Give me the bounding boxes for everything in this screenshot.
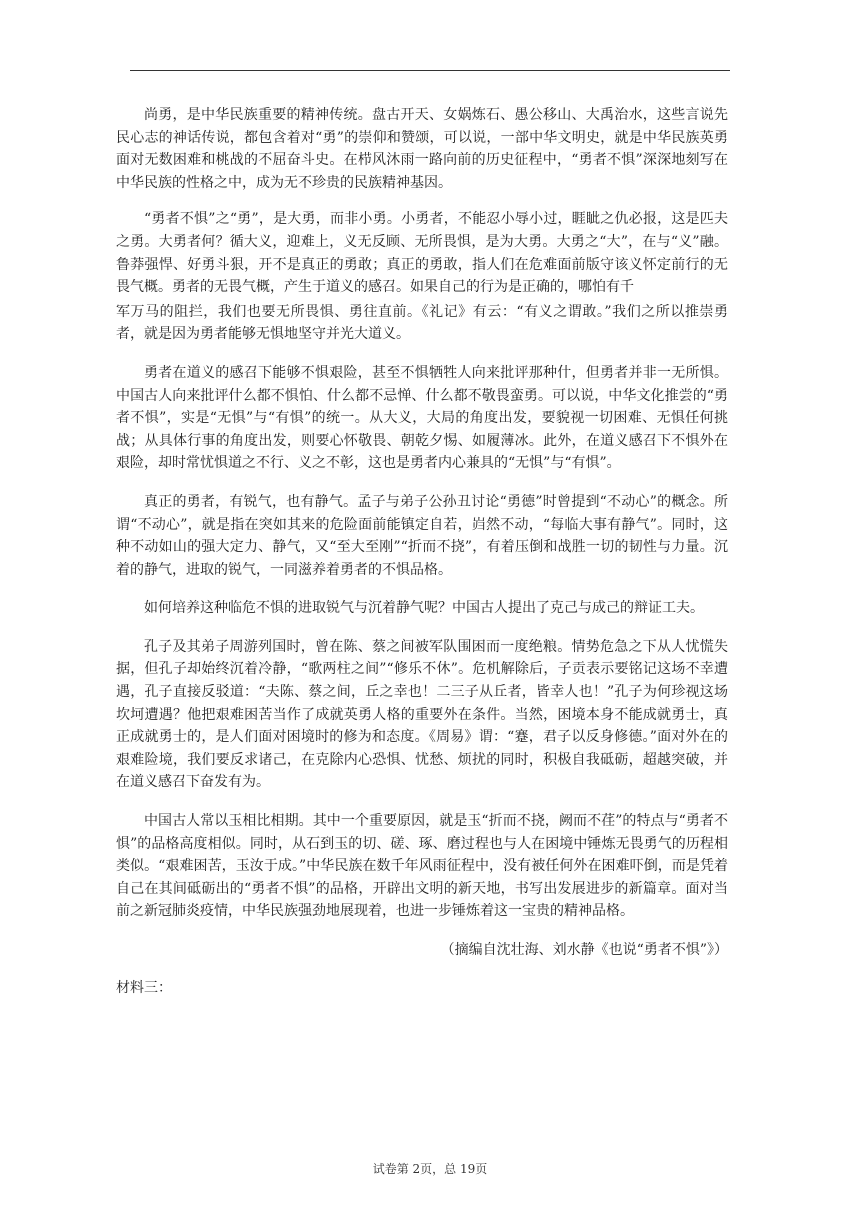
source-citation: （摘编自沈壮海、刘水静《也说“勇者不惧”》）: [440, 942, 728, 958]
paragraph: 中国古人常以玉相比相期。其中一个重要原因，就是玉“折而不挠，阙而不荏”的特点与“勇者不惧”的品格高度相似。同时，从石到玉的切、磋、琢、磨过程也与人在困境中锤炼无畏勇气的历程相类似。“艰难困苦，玉汝于成。”中华民族在数千年风雨征程中，没有被任何外在困难吓倒，而是凭着自己在其间砥砺出的“勇者不惧”的品格，开辟出文明的新天地，书写出发展进步的新篇章。面对当前之新冠肺炎疫情，中华民族强劲地展现着，也进一步锤炼着这一宝贵的精神品格。: [116, 813, 728, 920]
paragraph: 真正的勇者，有锐气，也有静气。孟子与弟子公孙丑讨论“勇德”时曾提到“不动心”的概念。所谓“不动心”，就是指在突如其来的危险面前能镇定自若，岿然不动，“每临大事有静气”。同时，这种不动如山的强大定力、静气，又“至大至刚”“折而不挠”，有着压倒和战胜一切的韧性与力量。沉着的静气，进取的锐气，一同滋养着勇者的不惧品格。: [116, 493, 728, 578]
paragraph: 孔子及其弟子周游列国时，曾在陈、蔡之间被军队围困而一度绝粮。情势危急之下从人忧慌失据，但孔子却始终沉着冷静，“歌两柱之间”“修乐不休”。危机解除后，子贡表示要铭记这场不幸遭遇，孔子直接反驳道：“夫陈、蔡之间，丘之幸也！二三子从丘者，皆幸人也！”孔子为何珍视这场坎坷遭遇？他把艰难困苦当作了成就英勇人格的重要外在条件。当然，困境本身不能成就勇士，真正成就勇士的，是人们面对困境时的修为和态度。《周易》谓：“蹇，君子以反身修德。”面对外在的艰难险境，我们要反求诸己，在克除内心恐惧、忧愁、烦扰的同时，积极自我砥砺，超越突破，并在道义感召下奋发有为。: [116, 638, 728, 791]
page-footer: 试卷第 2页，总 19页: [372, 1162, 488, 1176]
paragraph: 尚勇，是中华民族重要的精神传统。盘古开天、女娲炼石、愚公移山、大禹治水，这些言说先民心志的神话传说，都包含着对“勇”的崇仰和赞颂，可以说，一部中华文明史，就是中华民族英勇面对无数困难和桃战的不屈奋斗史。在栉风沐雨一路向前的历史征程中，“勇者不惧”深深地刻写在中华民族的性格之中，成为无不珍贵的民族精神基因。: [116, 107, 728, 191]
header-rule: [130, 70, 730, 71]
article-body: [116, 104, 728, 999]
paragraph-continuation: 军万马的阻拦，我们也要无所畏惧、勇往直前。《礼记》有云：“有义之谓敢。”我们之所以推崇勇者，就是因为勇者能够无惧地坚守并光大道义。: [116, 303, 728, 343]
paragraph: 如何培养这种临危不惧的进取锐气与沉着静气呢？中国古人提出了克己与成己的辩证工夫。: [144, 600, 704, 617]
paragraph: 勇者在道义的感召下能够不惧艰险，甚至不惧牺牲人向来批评那种什，但勇者并非一无所惧。中国古人向来批评什么都不惧怕、什么都不忌惮、什么都不敬畏蛮勇。可以说，中华文化推尝的“勇者不惧”，实是“无惧”与“有惧”的统一。从大义，大局的角度出发，要貌视一切困难、无惧任何挑战；从具体行事的角度出发，则要心怀敬畏、朝乾夕惕、如履薄冰。此外，在道义感召下不惧外在艰险，却时常忧惧道之不行、义之不彰，这也是勇者内心兼具的“无惧”与“有惧”。: [116, 364, 728, 472]
paragraph: “勇者不惧”之“勇”，是大勇，而非小勇。小勇者，不能忍小辱小过，睚眦之仇必报，这是匹夫之勇。大勇者何？循大义，迎难上，义无反顾、无所畏惧，是为大勇。大勇之“大”，在与“义”融。鲁莽强悍、好勇斗狠，开不是真正的勇敢；真正的勇敢，指人们在危难面前版守该义怀定前行的无畏气概。勇者的无畏气概，产生于道义的感召。如果自己的行为是正确的，哪怕有千: [116, 211, 728, 296]
section-label: 材料三：: [116, 980, 172, 996]
